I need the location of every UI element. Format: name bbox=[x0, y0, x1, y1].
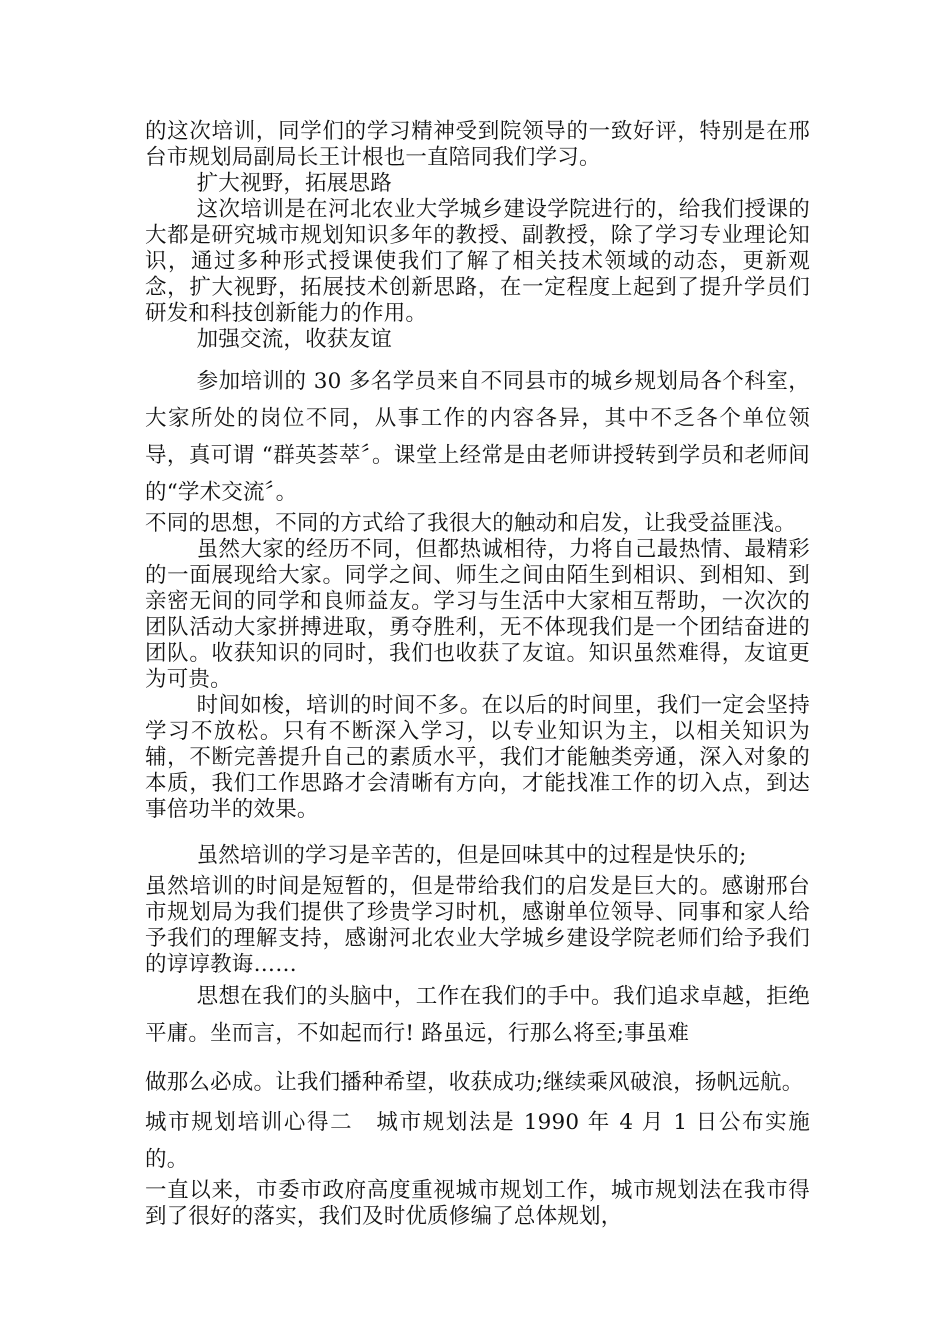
paragraph-set-sail: 做那么必成。让我们播种希望，收获成功;继续乘风破浪，扬帆远航。 bbox=[145, 1070, 804, 1095]
paragraph-training-content: 这次培训是在河北农业大学城乡建设学院进行的，给我们授课的大都是研究城市规划知识多年的教授、副教授，除了学习专业理论知识，通过多种形式授课使我们了解了相关技术领域的动态，更新观念，扩大视野，拓展技术创新思路，在一定程度上起到了提升学员们研发和科技创新能力的作用。 bbox=[145, 197, 810, 326]
paragraph-training-praise: 的这次培训，同学们的学习精神受到院领导的一致好评，特别是在邢台市规划局副局长王计根也一直陪同我们学习。 bbox=[145, 119, 810, 170]
heading-broaden-horizons: 扩大视野，拓展思路 bbox=[196, 171, 392, 196]
paragraph-second-article-intro: 城市规划培训心得二 城市规划法是 1990 年 4 月 1 日公布实施的。 bbox=[145, 1110, 810, 1172]
paragraph-inspiration: 不同的思想，不同的方式给了我很大的触动和启发，让我受益匪浅。 bbox=[145, 511, 797, 536]
heading-strengthen-exchange: 加强交流，收获友谊 bbox=[196, 327, 392, 352]
paragraph-pursue-excellence: 思想在我们的头脑中，工作在我们的手中。我们追求卓越，拒绝平庸。坐而言，不如起而行! 路虽远，行那么将至;事虽难 bbox=[145, 984, 810, 1046]
paragraph-friendship: 虽然大家的经历不同，但都热诚相待，力将自己最热情、最精彩的一面展现给大家。同学之间、师生之间由陌生到相识、到相知、到亲密无间的同学和良师益友。学习与生活中大家相互帮助，一次次的团队活动大家拼搏进取，勇夺胜利，无不体现我们是一个团结奋进的团队。收获知识的同时，我们也收获了友谊。知识虽然难得，友谊更为可贵。 bbox=[145, 537, 810, 692]
paragraph-participants: 参加培训的 30 多名学员来自不同县市的城乡规划局各个科室，大家所处的岗位不同，从事工作的内容各异，其中不乏各个单位领导，真可谓 “群英荟萃〞。课堂上经常是由老师讲授转到学员和老师间的“学术交流〞。 bbox=[145, 369, 810, 505]
paragraph-hard-but-happy: 虽然培训的学习是辛苦的，但是回味其中的过程是快乐的; bbox=[196, 843, 747, 868]
paragraph-thanks: 虽然培训的时间是短暂的，但是带给我们的启发是巨大的。感谢邢台市规划局为我们提供了珍贵学习时机，感谢单位领导、同事和家人给予我们的理解支持，感谢河北农业大学城乡建设学院老师们给予我们的谆谆教诲…… bbox=[145, 874, 810, 977]
paragraph-planning-law: 一直以来，市委市政府高度重视城市规划工作，城市规划法在我市得到了很好的落实，我们及时优质修编了总体规划， bbox=[145, 1178, 810, 1229]
document-body bbox=[145, 119, 810, 1230]
paragraph-keep-learning: 时间如梭，培训的时间不多。在以后的时间里，我们一定会坚持学习不放松。只有不断深入学习，以专业知识为主，以相关知识为辅，不断完善提升自己的素质水平，我们才能触类旁通，深入对象的本质，我们工作思路才会清晰有方向，才能找准工作的切入点，到达事倍功半的效果。 bbox=[145, 693, 810, 822]
